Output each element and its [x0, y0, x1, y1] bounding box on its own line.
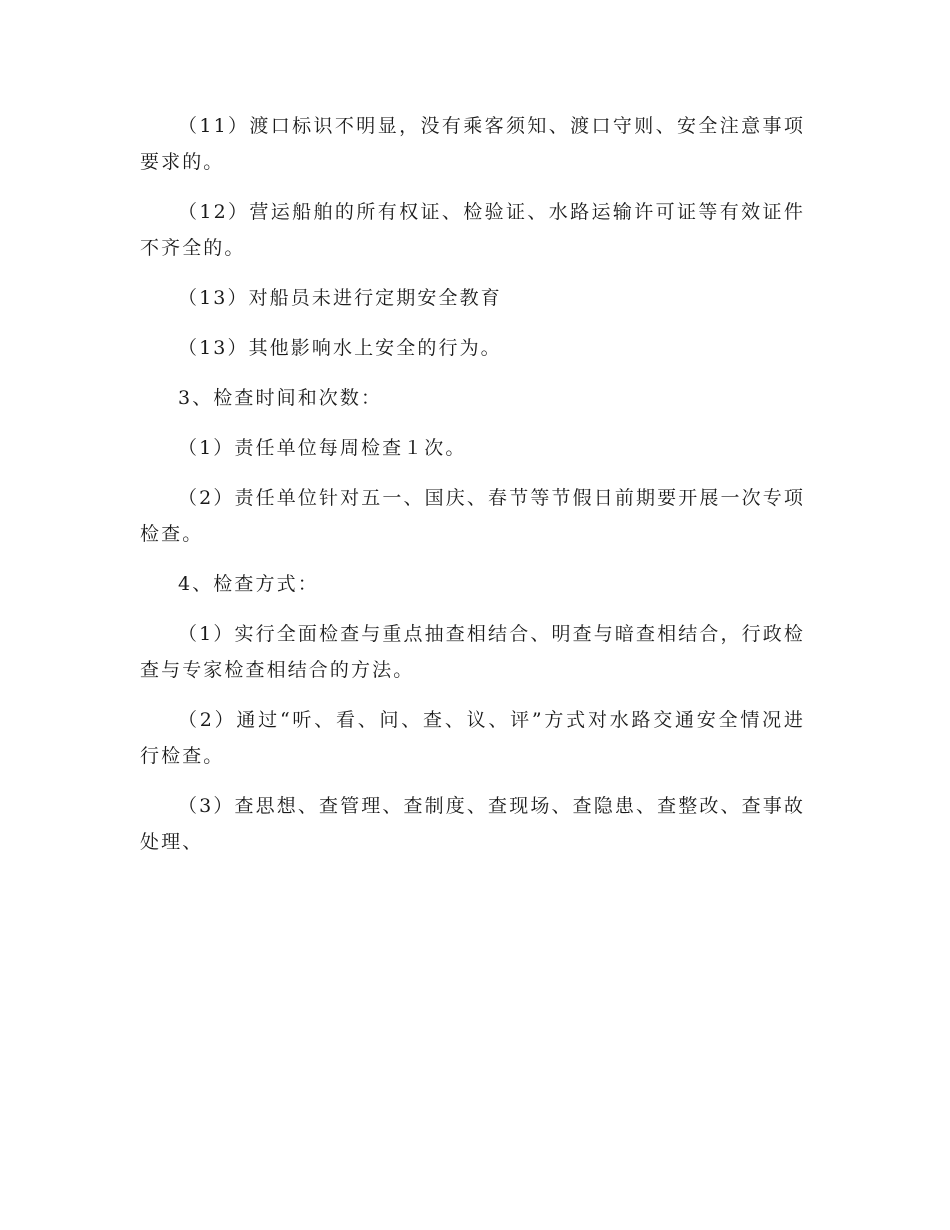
section-heading-inspection-method: 4、检查方式：	[178, 573, 319, 595]
paragraph-holiday-inspection: （2）责任单位针对五一、国庆、春节等节假日前期要开展一次专项检查。	[140, 487, 805, 545]
paragraph-method-check-items: （3）查思想、查管理、查制度、查现场、查隐患、查整改、查事故处理、	[140, 795, 805, 853]
paragraph-item-13-other: （13）其他影响水上安全的行为。	[178, 337, 502, 359]
paragraph-item-13-crew-education: （13）对船员未进行定期安全教育	[178, 287, 502, 309]
document-body	[140, 108, 805, 874]
section-heading-inspection-time: 3、检查时间和次数：	[178, 387, 383, 409]
paragraph-item-11-signage: （11）渡口标识不明显，没有乘客须知、渡口守则、安全注意事项要求的。	[140, 115, 805, 173]
paragraph-method-listen-look: （2）通过“听、看、问、查、议、评”方式对水路交通安全情况进行检查。	[140, 709, 805, 767]
paragraph-item-12-certificates: （12）营运船舶的所有权证、检验证、水路运输许可证等有效证件不齐全的。	[140, 201, 805, 259]
paragraph-method-combined: （1）实行全面检查与重点抽查相结合、明查与暗查相结合，行政检查与专家检查相结合的方法。	[140, 623, 805, 681]
paragraph-weekly-inspection: （1）责任单位每周检查１次。	[178, 437, 467, 459]
